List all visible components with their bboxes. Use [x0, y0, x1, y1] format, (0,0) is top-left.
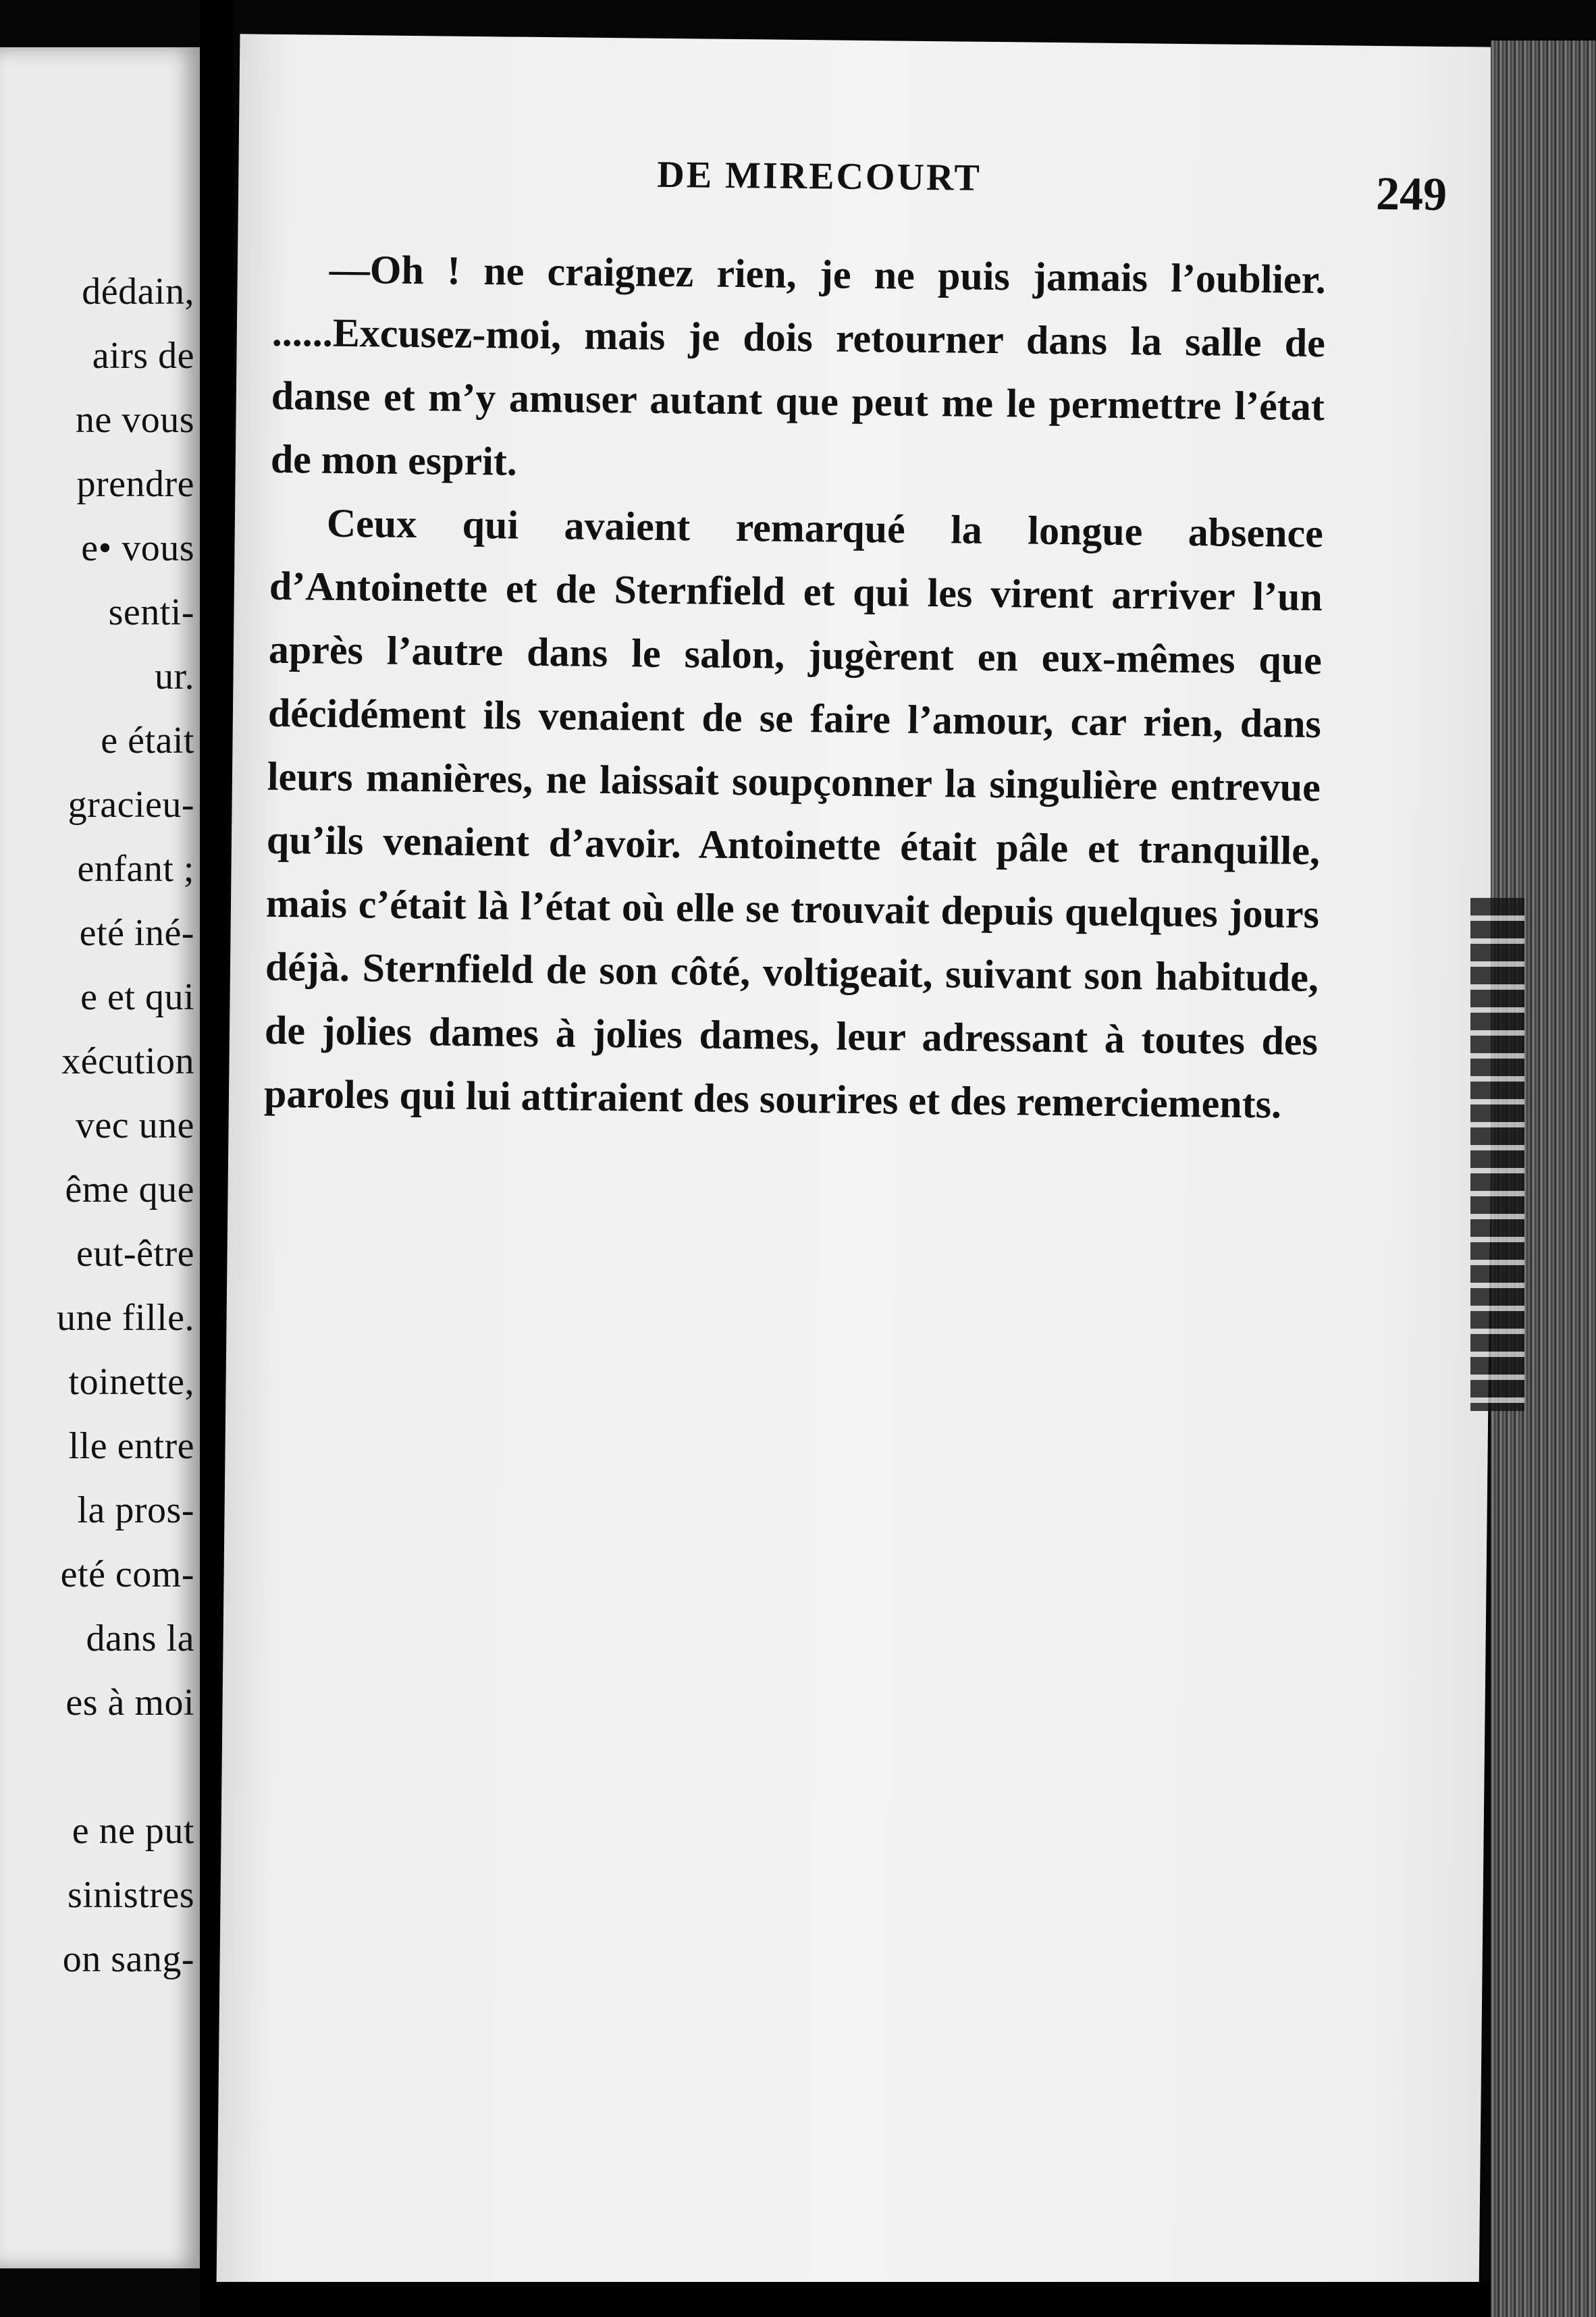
running-head: DE MIRECOURT: [657, 153, 982, 199]
previous-page-line: dans la: [86, 1618, 194, 1659]
previous-page-line: eté com-: [60, 1553, 194, 1595]
previous-page-line: e et qui: [80, 976, 194, 1018]
previous-page-line: gracieu-: [68, 784, 194, 826]
previous-page-line: ur.: [154, 656, 194, 697]
previous-page-line: une fille.: [56, 1297, 194, 1339]
previous-page-line: senti-: [108, 591, 194, 633]
paragraph-2: Ceux qui avaient remarqué la longue absence d’Antoinette et de Sternfield et qui les virent arriver l’un après l’autre dans le salon, jugèrent en eux-mêmes que décidément ils venaient de se faire l’amour, car rien, dans leurs manières, ne laissait soupçonner la singulière entrevue qu’ils venaient d’avoir. Antoinette était pâle et tranquille, mais c’était là l’état où elle se trouvait depuis quelques jours déjà. Sternfield de son côté, voltigeait, suivant son habitude, de jolies dames à jolies dames, leur adressant à toutes des paroles qui lui attiraient des sourires et des remerciements.: [263, 500, 1324, 1127]
page-249: [217, 34, 1503, 2295]
page-body: [264, 237, 1327, 1136]
scan-bottom-border: [200, 2282, 1491, 2317]
previous-page-line: e était: [101, 720, 194, 762]
previous-page-line: lle entre: [68, 1425, 194, 1467]
previous-page-line: ême que: [65, 1169, 194, 1210]
previous-page-line: ne vous: [75, 399, 194, 441]
previous-page-line: on sang-: [62, 1938, 194, 1980]
previous-page-line: xécution: [61, 1040, 194, 1082]
previous-page-line: e ne put: [72, 1810, 194, 1852]
previous-page-line: la pros-: [77, 1489, 194, 1531]
previous-page-fragment: [0, 47, 200, 2268]
paragraph-1: —Oh ! ne craignez rien, je ne puis jamais l’oublier. ......Excusez-moi, mais je dois retourner dans la salle de danse et m’y amuser autant que peut me le permettre l’état de mon esprit.: [270, 246, 1327, 484]
previous-page-line: e• vous: [81, 527, 194, 569]
previous-page-line: prendre: [76, 463, 194, 505]
previous-page-line: toinette,: [68, 1361, 194, 1403]
page-header: [238, 149, 1501, 223]
previous-page-line: enfant ;: [77, 848, 194, 890]
previous-page-line: airs de: [92, 335, 194, 377]
previous-page-line: dédain,: [82, 271, 194, 313]
previous-page-line: es à moi: [65, 1682, 194, 1724]
previous-page-line: eté iné-: [79, 912, 194, 954]
previous-page-line: sinistres: [67, 1874, 194, 1916]
previous-page-line: eut-être: [76, 1233, 194, 1275]
previous-page-line: vec une: [75, 1104, 194, 1146]
edge-stamp-marking: [1470, 898, 1524, 1411]
page-number: 249: [1375, 167, 1447, 221]
